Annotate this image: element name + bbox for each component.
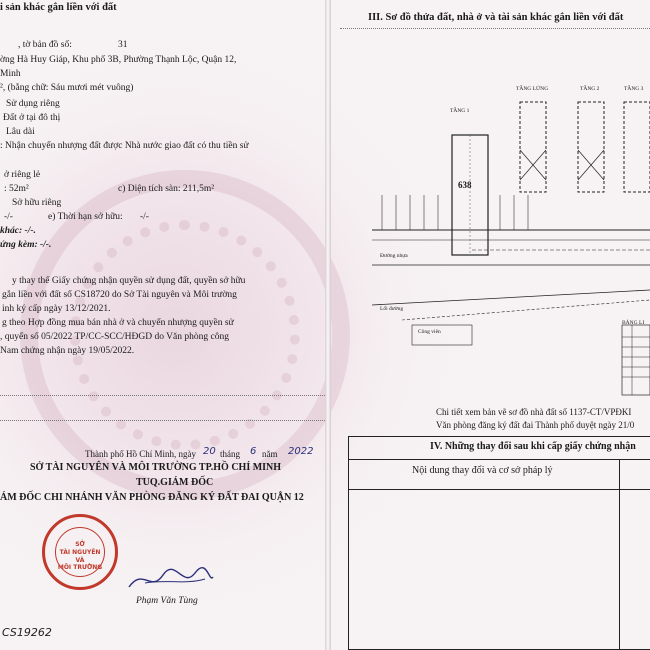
left-header: i sản khác gắn liền với đất [0, 2, 117, 13]
handwritten-signature [125, 565, 215, 595]
site-plan-drawing [372, 90, 650, 400]
issuing-agency: SỞ TÀI NGUYÊN VÀ MÔI TRƯỜNG TP.HỒ CHÍ MINH [30, 462, 282, 473]
floor-area: c) Diện tích sàn: 211,5m² [118, 184, 215, 194]
date-year: 2022 [288, 446, 314, 457]
other-assets: khác: -/-. [0, 226, 36, 236]
note-line-1: y thay thế Giấy chứng nhận quyền sử dụng đất, quyền sở hữu [12, 276, 246, 286]
ownership-term-value: -/- [140, 212, 149, 222]
construction-area: : 52m² [4, 184, 29, 194]
note-line-4: g theo Hợp đồng mua bán nhà ở và chuyển nhượng quyền sử [2, 318, 234, 328]
map-sheet-label: , tờ bản đồ số: [18, 40, 72, 50]
right-header: III. Sơ đồ thửa đất, nhà ở và tài sản khác gắn liền với đất [368, 12, 624, 23]
road-label-2: Lối đường [380, 306, 404, 312]
use-term: Lâu dài [6, 127, 35, 137]
floor-label-2: TẦNG LỬNG [516, 86, 549, 92]
drawing-note-1: Chi tiết xem bản vẽ sơ đồ nhà đất số 1137-CT/VPĐKI [436, 407, 632, 417]
area-words: ², (bằng chữ: Sáu mươi mét vuông) [0, 83, 134, 93]
page-fold [325, 0, 331, 650]
note-line-3: inh ký cấp ngày 13/12/2021. [2, 304, 111, 314]
road-label-1: Đường nhựa [380, 253, 408, 259]
address-city: Minh [0, 69, 21, 79]
note-line-2: gắn liền với đất số CS18720 do Sở Tài nguyên và Môi trường [2, 290, 237, 300]
floor-label-4: TẦNG 3 [624, 86, 644, 92]
section4-title: IV. Những thay đổi sau khi cấp giấy chứng nhận [430, 441, 636, 452]
note-line-6: Nam chứng nhận ngày 19/05/2022. [0, 346, 135, 356]
floor-label-3: TẦNG 2 [580, 86, 600, 92]
section4-column-header: Nội dung thay đổi và cơ sở pháp lý [412, 465, 553, 476]
map-sheet-number: 31 [118, 40, 128, 50]
house-type: ở riêng lẻ [4, 170, 41, 180]
note-line-5: , quyển số 05/2022 TP/CC-SCC/HĐGD do Văn phòng công [0, 332, 229, 342]
drawing-note-2: Văn phòng đăng ký đất đai Thành phố duyệt ngày 21/0 [436, 420, 635, 430]
sign-for: TUQ.GIÁM ĐỐC [136, 477, 214, 488]
serial-number: CS19262 [2, 626, 52, 639]
address-line: ờng Hà Huy Giáp, Khu phố 3B, Phường Thạnh Lộc, Quận 12, [0, 55, 237, 65]
ownership-dash: -/- [4, 212, 13, 222]
ownership-term-label: e) Thời hạn sở hữu: [48, 212, 123, 222]
date-month-label: tháng [220, 449, 240, 459]
date-month: 6 [250, 446, 257, 457]
road-label-3: Công viên [418, 329, 441, 335]
date-prefix: Thành phố Hồ Chí Minh, ngày [85, 449, 196, 459]
signer-position: ÁM ĐỐC CHI NHÁNH VĂN PHÒNG ĐĂNG KÝ ĐẤT ĐAI QUẬN 12 [0, 492, 304, 503]
land-origin: : Nhận chuyển nhượng đất được Nhà nước giao đất có thu tiền sử [0, 141, 249, 151]
signer-name: Phạm Văn Tùng [136, 596, 198, 606]
date-year-label: năm [262, 449, 278, 459]
use-form: Sử dụng riêng [6, 99, 60, 109]
land-purpose: Đất ở tại đô thị [3, 113, 61, 123]
ownership-form: Sở hữu riêng [12, 198, 62, 208]
plot-number: 638 [458, 180, 472, 190]
attachments: ứng kèm: -/-. [0, 240, 52, 250]
table-caption: BẢNG LI [622, 320, 645, 326]
date-day: 20 [203, 446, 216, 457]
red-seal-stamp: SỞ TÀI NGUYÊN VÀ MÔI TRƯỜNG [42, 514, 118, 590]
floor-label-1: TẦNG 1 [450, 108, 470, 114]
